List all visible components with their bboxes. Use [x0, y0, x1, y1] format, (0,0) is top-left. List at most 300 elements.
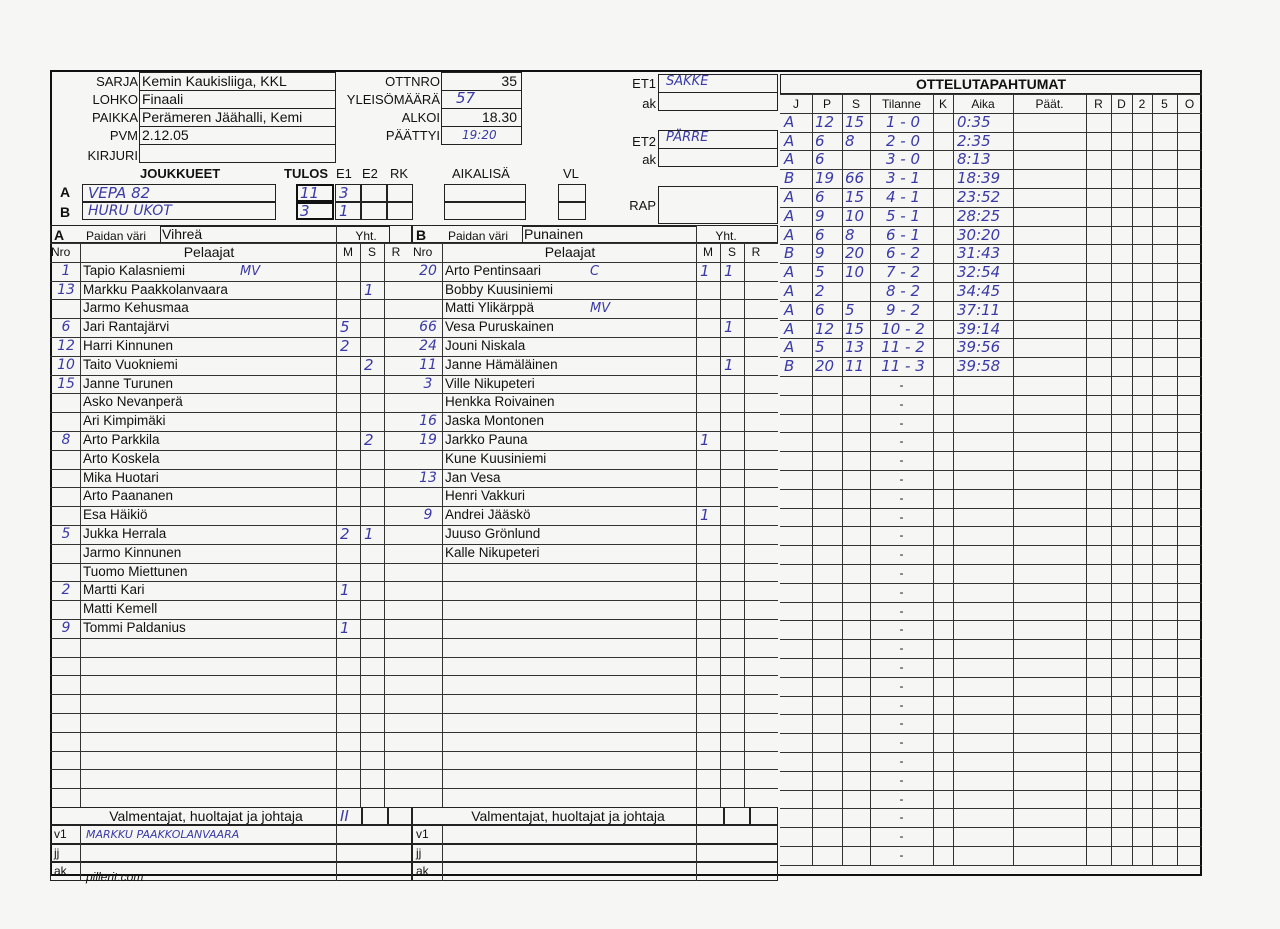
event-scorer: 19 — [815, 169, 835, 188]
event-scorer: 6 — [815, 188, 825, 206]
rosterB-ak-label: ak — [416, 864, 429, 878]
rosterB-v1-row — [412, 825, 778, 844]
events-row-line — [780, 583, 1202, 584]
events-row-line — [780, 451, 1202, 452]
kirjuri-field — [139, 144, 336, 163]
rosterB-row-name: Jan Vesa — [445, 469, 501, 485]
rosterB-row-s: 1 — [724, 355, 734, 374]
pvm-label: PVM — [109, 128, 138, 143]
rosterB-s-col — [720, 243, 721, 807]
events-row-line — [780, 545, 1202, 546]
events-col-j: J — [793, 97, 799, 111]
rosterA-row-name: Jukka Herrala — [83, 526, 167, 541]
event-scorer: 12 — [815, 319, 835, 338]
event-team: A — [784, 112, 795, 131]
rosterB-staff-r — [750, 807, 778, 825]
event-dash: - — [899, 434, 904, 449]
rosterA-r-col — [384, 243, 385, 807]
event-time: 8:13 — [957, 150, 991, 169]
events-row-line — [780, 526, 1202, 527]
event-score: 8 - 2 — [885, 282, 921, 300]
et1-value: SAKKE — [666, 74, 709, 89]
events-col-2: 2 — [1138, 97, 1146, 111]
event-team: A — [784, 188, 795, 206]
rosterA-row-name: Jari Rantajärvi — [83, 319, 170, 335]
ak2-label: ak — [642, 152, 656, 167]
rosterA-row-line — [50, 769, 412, 770]
rosterB-row-nro: 20 — [419, 262, 437, 279]
rosterB-staff-s — [724, 807, 750, 825]
event-assist: 8 — [845, 131, 855, 150]
rosterA-row-line — [50, 713, 412, 714]
events-col-5: 5 — [1161, 97, 1168, 111]
rosterB-row-line — [412, 769, 778, 770]
event-time: 39:58 — [957, 357, 1001, 376]
ak2-field — [658, 148, 778, 167]
team-b-score: 3 — [300, 202, 310, 220]
event-assist: 15 — [845, 112, 865, 131]
rosterA-s-col — [360, 243, 361, 807]
team-b-e1: 1 — [339, 202, 349, 220]
event-team: A — [784, 150, 795, 169]
events-row-line — [780, 414, 1202, 415]
ak1-label: ak — [642, 96, 656, 111]
rosterA-row-m: 2 — [340, 525, 350, 543]
e1-label: E1 — [336, 166, 352, 181]
event-time: 37:11 — [957, 300, 1001, 319]
events-row-line — [780, 808, 1202, 809]
rosterB-row-m: 1 — [700, 506, 710, 525]
event-score: 1 - 0 — [885, 112, 921, 131]
rosterA-row-note: MV — [240, 263, 261, 279]
rosterB-row-nro: 24 — [419, 338, 437, 354]
events-col-line — [1086, 94, 1087, 865]
events-row-line — [780, 602, 1202, 603]
rosterA-ak-label: ak — [54, 864, 67, 878]
rosterB-row-m: 1 — [700, 431, 710, 449]
event-time: 39:56 — [957, 338, 1001, 357]
event-team: B — [784, 357, 795, 376]
rosterA-row-name: Martti Kari — [83, 582, 145, 598]
event-scorer: 2 — [815, 282, 825, 300]
events-row-line — [780, 94, 1202, 95]
team-a-e2-box — [361, 184, 387, 202]
event-assist: 20 — [845, 244, 865, 263]
rosterB-row-nro: 11 — [419, 356, 437, 373]
rosterB-row-line — [412, 751, 778, 752]
events-col-line — [1111, 94, 1112, 865]
rap-field — [658, 186, 778, 224]
event-assist: 13 — [845, 338, 865, 357]
rosterA-row-nro: 15 — [57, 375, 75, 392]
event-team: A — [784, 131, 795, 150]
events-row-line — [780, 846, 1202, 847]
events-row-line — [780, 508, 1202, 509]
rosterA-row-name: Mika Huotari — [83, 469, 159, 485]
rosterA-row-name: Janne Turunen — [83, 375, 174, 391]
vl-label: VL — [563, 166, 579, 181]
event-time: 31:43 — [957, 244, 1001, 263]
events-col-line — [1152, 94, 1153, 865]
rosterB-row-name: Matti Ylikärppä — [445, 300, 535, 316]
rosterB-row-name: Bobby Kuusiniemi — [445, 281, 554, 297]
tulos-label: TULOS — [284, 166, 329, 181]
paikka-label: PAIKKA — [91, 110, 138, 125]
lohko-label: LOHKO — [92, 92, 138, 107]
event-team: A — [784, 319, 795, 338]
rosterA-yht-label: Yht. — [355, 229, 377, 243]
events-row-line — [780, 620, 1202, 621]
event-scorer: 6 — [815, 131, 825, 150]
event-time: 28:25 — [957, 206, 1001, 225]
team-a-score: 11 — [300, 184, 320, 202]
event-dash: - — [899, 810, 904, 825]
events-row-line — [780, 865, 1202, 866]
team-b-aikalisa — [444, 202, 526, 220]
event-scorer: 9 — [815, 206, 825, 225]
rosterB-row-line — [412, 600, 778, 601]
rosterA-row-nro: 9 — [61, 620, 71, 636]
rosterA-paidan-label: Paidan väri — [86, 229, 147, 243]
sarja-value: Kemin Kaukisliiga, KKL — [142, 73, 287, 89]
team-a-rk-box — [387, 184, 413, 202]
events-row-line — [780, 677, 1202, 678]
rosterA-row-name: Tommi Paldanius — [83, 620, 186, 635]
events-row-line — [780, 376, 1202, 377]
rosterB-row-line — [412, 732, 778, 733]
event-scorer: 12 — [815, 112, 835, 131]
events-row-line — [780, 564, 1202, 565]
event-team: A — [784, 300, 795, 319]
event-dash: - — [899, 396, 904, 411]
rosterB-row-line — [412, 788, 778, 789]
events-row-line — [780, 733, 1202, 734]
rosterB-row-nro: 66 — [419, 319, 437, 336]
rosterA-row-s: 2 — [364, 431, 374, 449]
events-col-o: O — [1184, 97, 1195, 111]
event-dash: - — [899, 566, 904, 580]
event-score: 6 - 1 — [885, 225, 921, 244]
event-score: 6 - 2 — [885, 244, 921, 263]
alkoi-label: ALKOI — [401, 110, 440, 125]
joukkueet-label: JOUKKUEET — [140, 166, 221, 181]
event-dash: - — [899, 547, 904, 562]
event-score: 3 - 0 — [885, 150, 921, 169]
rosterB-jj-label: jj — [416, 845, 422, 860]
rosterB-staff-col2 — [696, 825, 697, 881]
rosterA-row-name: Esa Häikiö — [83, 507, 148, 523]
events-col-line — [1132, 94, 1133, 865]
event-dash: - — [899, 472, 904, 486]
rosterA-staff-s — [362, 807, 388, 825]
rosterB-row-line — [412, 713, 778, 714]
rosterB-row-name: Henkka Roivainen — [445, 394, 555, 410]
rosterA-staff-col — [80, 825, 81, 881]
rosterB-ak-row — [412, 862, 778, 881]
yleiso-value: 57 — [456, 89, 476, 107]
rosterB-yht-label: Yht. — [715, 229, 737, 243]
rosterB-row-line — [412, 243, 778, 244]
team-a-vl — [558, 184, 586, 202]
event-scorer: 6 — [815, 300, 825, 319]
rosterB-row-nro: 3 — [423, 375, 433, 392]
rosterA-row-line — [50, 788, 412, 789]
rosterA-row-s: 1 — [364, 280, 374, 299]
et2-value: PÄRRE — [666, 130, 709, 145]
team-b-name: HURU UKOT — [88, 203, 172, 219]
events-col-s: S — [851, 97, 860, 111]
rosterA-row-line — [50, 675, 412, 676]
event-time: 30:20 — [957, 225, 1001, 244]
rosterB-row-nro: 13 — [419, 469, 437, 486]
event-time: 32:54 — [957, 263, 1001, 282]
rosterA-letter: A — [53, 227, 65, 243]
paattyi-value: 19:20 — [462, 128, 497, 142]
event-score: 9 - 2 — [885, 300, 921, 319]
rosterA-row-m: 5 — [340, 318, 350, 337]
rosterB-row-s: 1 — [724, 318, 734, 337]
event-time: 2:35 — [957, 131, 991, 150]
event-scorer: 6 — [815, 150, 825, 169]
team-b-rk-box — [387, 202, 413, 220]
lohko-value: Finaali — [142, 91, 184, 107]
rosterB-staff-label: Valmentajat, huoltajat ja johtaja — [471, 808, 665, 824]
rosterB-row-name: Vesa Puruskainen — [445, 319, 554, 335]
ottnro-label: OTTNRO — [385, 74, 440, 89]
events-row-line — [780, 752, 1202, 753]
rosterB-row-name: Ville Nikupeteri — [445, 375, 535, 391]
rosterB-paidan-label: Paidan väri — [448, 229, 509, 243]
rosterA-row-nro: 12 — [57, 338, 75, 354]
rosterB-jj-row — [412, 844, 778, 863]
rosterA-staff-col2 — [336, 825, 337, 881]
event-assist: 10 — [845, 206, 865, 225]
rosterB-r-label: R — [751, 245, 761, 259]
event-team: A — [784, 338, 795, 357]
rosterA-row-name: Tapio Kalasniemi — [83, 262, 186, 278]
team-a-name: VEPA 82 — [88, 184, 151, 202]
event-dash: - — [899, 791, 904, 806]
rosterB-m-col — [696, 225, 697, 807]
rosterA-row-name: Ari Kimpimäki — [83, 413, 166, 429]
aikalisa-label: AIKALISÄ — [452, 166, 510, 181]
events-col-k: K — [938, 97, 947, 111]
rosterB-staff-col — [442, 825, 443, 881]
rosterB-row-name: Kune Kuusiniemi — [445, 450, 547, 466]
et1-label: ET1 — [632, 76, 656, 91]
rosterB-letter: B — [415, 227, 427, 243]
rosterB-staff-m — [696, 807, 724, 825]
rosterB-s-label: S — [727, 245, 736, 259]
team-b-vl — [558, 202, 586, 220]
rosterB-row-s: 1 — [724, 261, 734, 280]
rosterA-row-m: 1 — [340, 581, 350, 600]
rosterA-row-name: Arto Koskela — [83, 450, 160, 466]
rosterB-nro-col — [442, 243, 443, 807]
event-score: 4 - 1 — [885, 188, 921, 206]
event-dash: - — [899, 509, 904, 524]
rosterA-color-value: Vihreä — [162, 226, 203, 242]
rosterA-row-name: Harri Kinnunen — [83, 338, 174, 353]
rosterA-row-nro: 10 — [57, 356, 75, 373]
event-score: 2 - 0 — [885, 131, 921, 150]
rosterA-r-label: R — [391, 245, 401, 259]
rosterA-row-nro: 6 — [61, 319, 71, 336]
events-row-line — [780, 790, 1202, 791]
event-dash: - — [899, 678, 904, 693]
event-scorer: 5 — [815, 338, 825, 357]
events-col-paat: Päät. — [1035, 97, 1064, 111]
event-dash: - — [899, 660, 904, 674]
event-score: 5 - 1 — [885, 206, 921, 225]
kirjuri-label: KIRJURI — [87, 148, 138, 163]
events-row-line — [780, 771, 1202, 772]
site-credit: pillerit.com — [86, 870, 144, 884]
events-row-line — [780, 395, 1202, 396]
events-col-line — [1177, 94, 1178, 865]
events-col-p: P — [822, 97, 831, 111]
e2-label: E2 — [362, 166, 378, 181]
paattyi-label: PÄÄTTYI — [385, 128, 440, 143]
event-score: 11 - 3 — [881, 357, 925, 376]
event-dash: - — [899, 453, 904, 468]
event-time: 18:39 — [957, 169, 1001, 188]
rosterA-v1-label: v1 — [54, 827, 67, 841]
rosterB-row-note: MV — [590, 301, 611, 317]
events-col-d: D — [1117, 97, 1126, 111]
rosterA-row-name: Jarmo Kehusmaa — [83, 300, 189, 316]
rosterA-row-line — [50, 732, 412, 733]
rosterA-row-nro: 2 — [61, 582, 71, 599]
rosterB-row-line — [412, 581, 778, 582]
event-assist: 11 — [845, 357, 865, 376]
event-scorer: 6 — [815, 225, 825, 244]
events-row-line — [780, 489, 1202, 490]
rosterB-row-name: Andrei Jääskö — [445, 507, 531, 523]
rosterB-r-col — [744, 243, 745, 807]
rosterA-row-name: Matti Kemell — [83, 601, 158, 617]
rosterA-nro-label: Nro — [51, 245, 71, 259]
event-dash: - — [899, 415, 904, 430]
rosterB-row-line — [412, 657, 778, 658]
rk-label: RK — [390, 166, 409, 181]
events-col-tilanne: Tilanne — [882, 97, 921, 111]
event-team: A — [784, 225, 795, 244]
rosterB-row-name: Jarkko Pauna — [445, 432, 528, 447]
event-dash: - — [899, 772, 904, 787]
rosterA-row-name: Jarmo Kinnunen — [83, 544, 182, 560]
rosterA-row-name: Markku Paakkolanvaara — [83, 281, 228, 297]
rosterA-row-s: 2 — [364, 355, 374, 374]
event-assist: 5 — [845, 300, 855, 319]
event-dash: - — [899, 641, 904, 656]
rosterB-row-line — [412, 563, 778, 564]
rosterB-row-line — [412, 619, 778, 620]
event-time: 23:52 — [957, 188, 1001, 206]
rosterA-row-line — [50, 243, 412, 244]
events-col-line — [933, 94, 934, 865]
event-dash: - — [899, 716, 904, 731]
events-row-line — [780, 658, 1202, 659]
rosterA-v1-value: MARKKU PAAKKOLANVAARA — [86, 828, 240, 841]
rosterB-nro-label: Nro — [413, 245, 433, 259]
rosterA-row-m: 1 — [340, 619, 350, 637]
event-assist: 8 — [845, 225, 855, 244]
events-row-line — [780, 696, 1202, 697]
event-scorer: 5 — [815, 263, 825, 282]
team-a-letter: A — [60, 184, 71, 200]
rosterA-jj-row — [50, 844, 412, 863]
events-row-line — [780, 639, 1202, 640]
event-time: 34:45 — [957, 282, 1001, 300]
team-b-letter: B — [60, 204, 71, 220]
event-dash: - — [899, 622, 904, 637]
events-col-r: R — [1094, 97, 1103, 111]
events-title: OTTELUTAPAHTUMAT — [915, 76, 1067, 92]
event-team: A — [784, 282, 795, 300]
rosterA-m-label: M — [343, 245, 353, 259]
yleiso-label: YLEISÖMÄÄRÄ — [346, 92, 440, 107]
events-row-line — [780, 470, 1202, 471]
ottnro-value: 35 — [501, 73, 517, 89]
event-team: B — [784, 244, 795, 263]
rosterB-row-nro: 19 — [419, 432, 437, 448]
rosterB-row-nro: 16 — [419, 413, 437, 430]
ak1-field — [658, 92, 778, 111]
events-row-line — [780, 714, 1202, 715]
rosterB-row-name: Arto Pentinsaari — [445, 262, 542, 278]
rosterA-row-m: 2 — [340, 337, 350, 355]
rosterB-row-name: Juuso Grönlund — [445, 526, 541, 541]
events-row-line — [780, 827, 1202, 828]
rosterB-row-line — [412, 694, 778, 695]
events-col-line — [953, 94, 954, 865]
team-a-e1: 3 — [339, 184, 349, 202]
rosterB-row-nro: 9 — [423, 507, 433, 524]
rosterB-row-line — [412, 675, 778, 676]
events-row-line — [780, 432, 1202, 433]
event-dash: - — [899, 829, 904, 844]
rosterA-row-name: Tuomo Miettunen — [83, 563, 188, 579]
pvm-value: 2.12.05 — [142, 127, 189, 143]
rosterA-row-line — [50, 657, 412, 658]
rosterB-pelaajat-label: Pelaajat — [544, 244, 596, 260]
rosterB-row-name: Janne Hämäläinen — [445, 356, 558, 372]
event-score: 11 - 2 — [881, 338, 925, 357]
event-scorer: 9 — [815, 244, 825, 263]
rosterB-row-name: Jaska Montonen — [445, 413, 545, 429]
rosterB-row-name: Kalle Nikupeteri — [445, 544, 540, 560]
rosterA-row-nro: 13 — [57, 281, 75, 298]
rosterA-staff-r — [388, 807, 412, 825]
rosterA-pelaajat-label: Pelaajat — [183, 244, 235, 260]
event-time: 39:14 — [957, 319, 1001, 338]
event-team: A — [784, 206, 795, 225]
rosterA-row-line — [50, 638, 412, 639]
rosterB-row-m: 1 — [700, 261, 710, 280]
rosterA-row-name: Arto Parkkila — [83, 432, 160, 447]
rosterA-row-nro: 8 — [61, 432, 71, 448]
event-dash: - — [899, 697, 904, 712]
rosterB-row-note: C — [590, 263, 600, 279]
event-score: 3 - 1 — [885, 169, 921, 188]
rosterA-staff-label: Valmentajat, huoltajat ja johtaja — [109, 808, 303, 824]
team-b-e2-box — [361, 202, 387, 220]
et2-label: ET2 — [632, 134, 656, 149]
rosterB-row-name: Henri Vakkuri — [445, 488, 526, 504]
event-dash: - — [899, 490, 904, 505]
rosterA-row-name: Arto Paananen — [83, 488, 174, 504]
